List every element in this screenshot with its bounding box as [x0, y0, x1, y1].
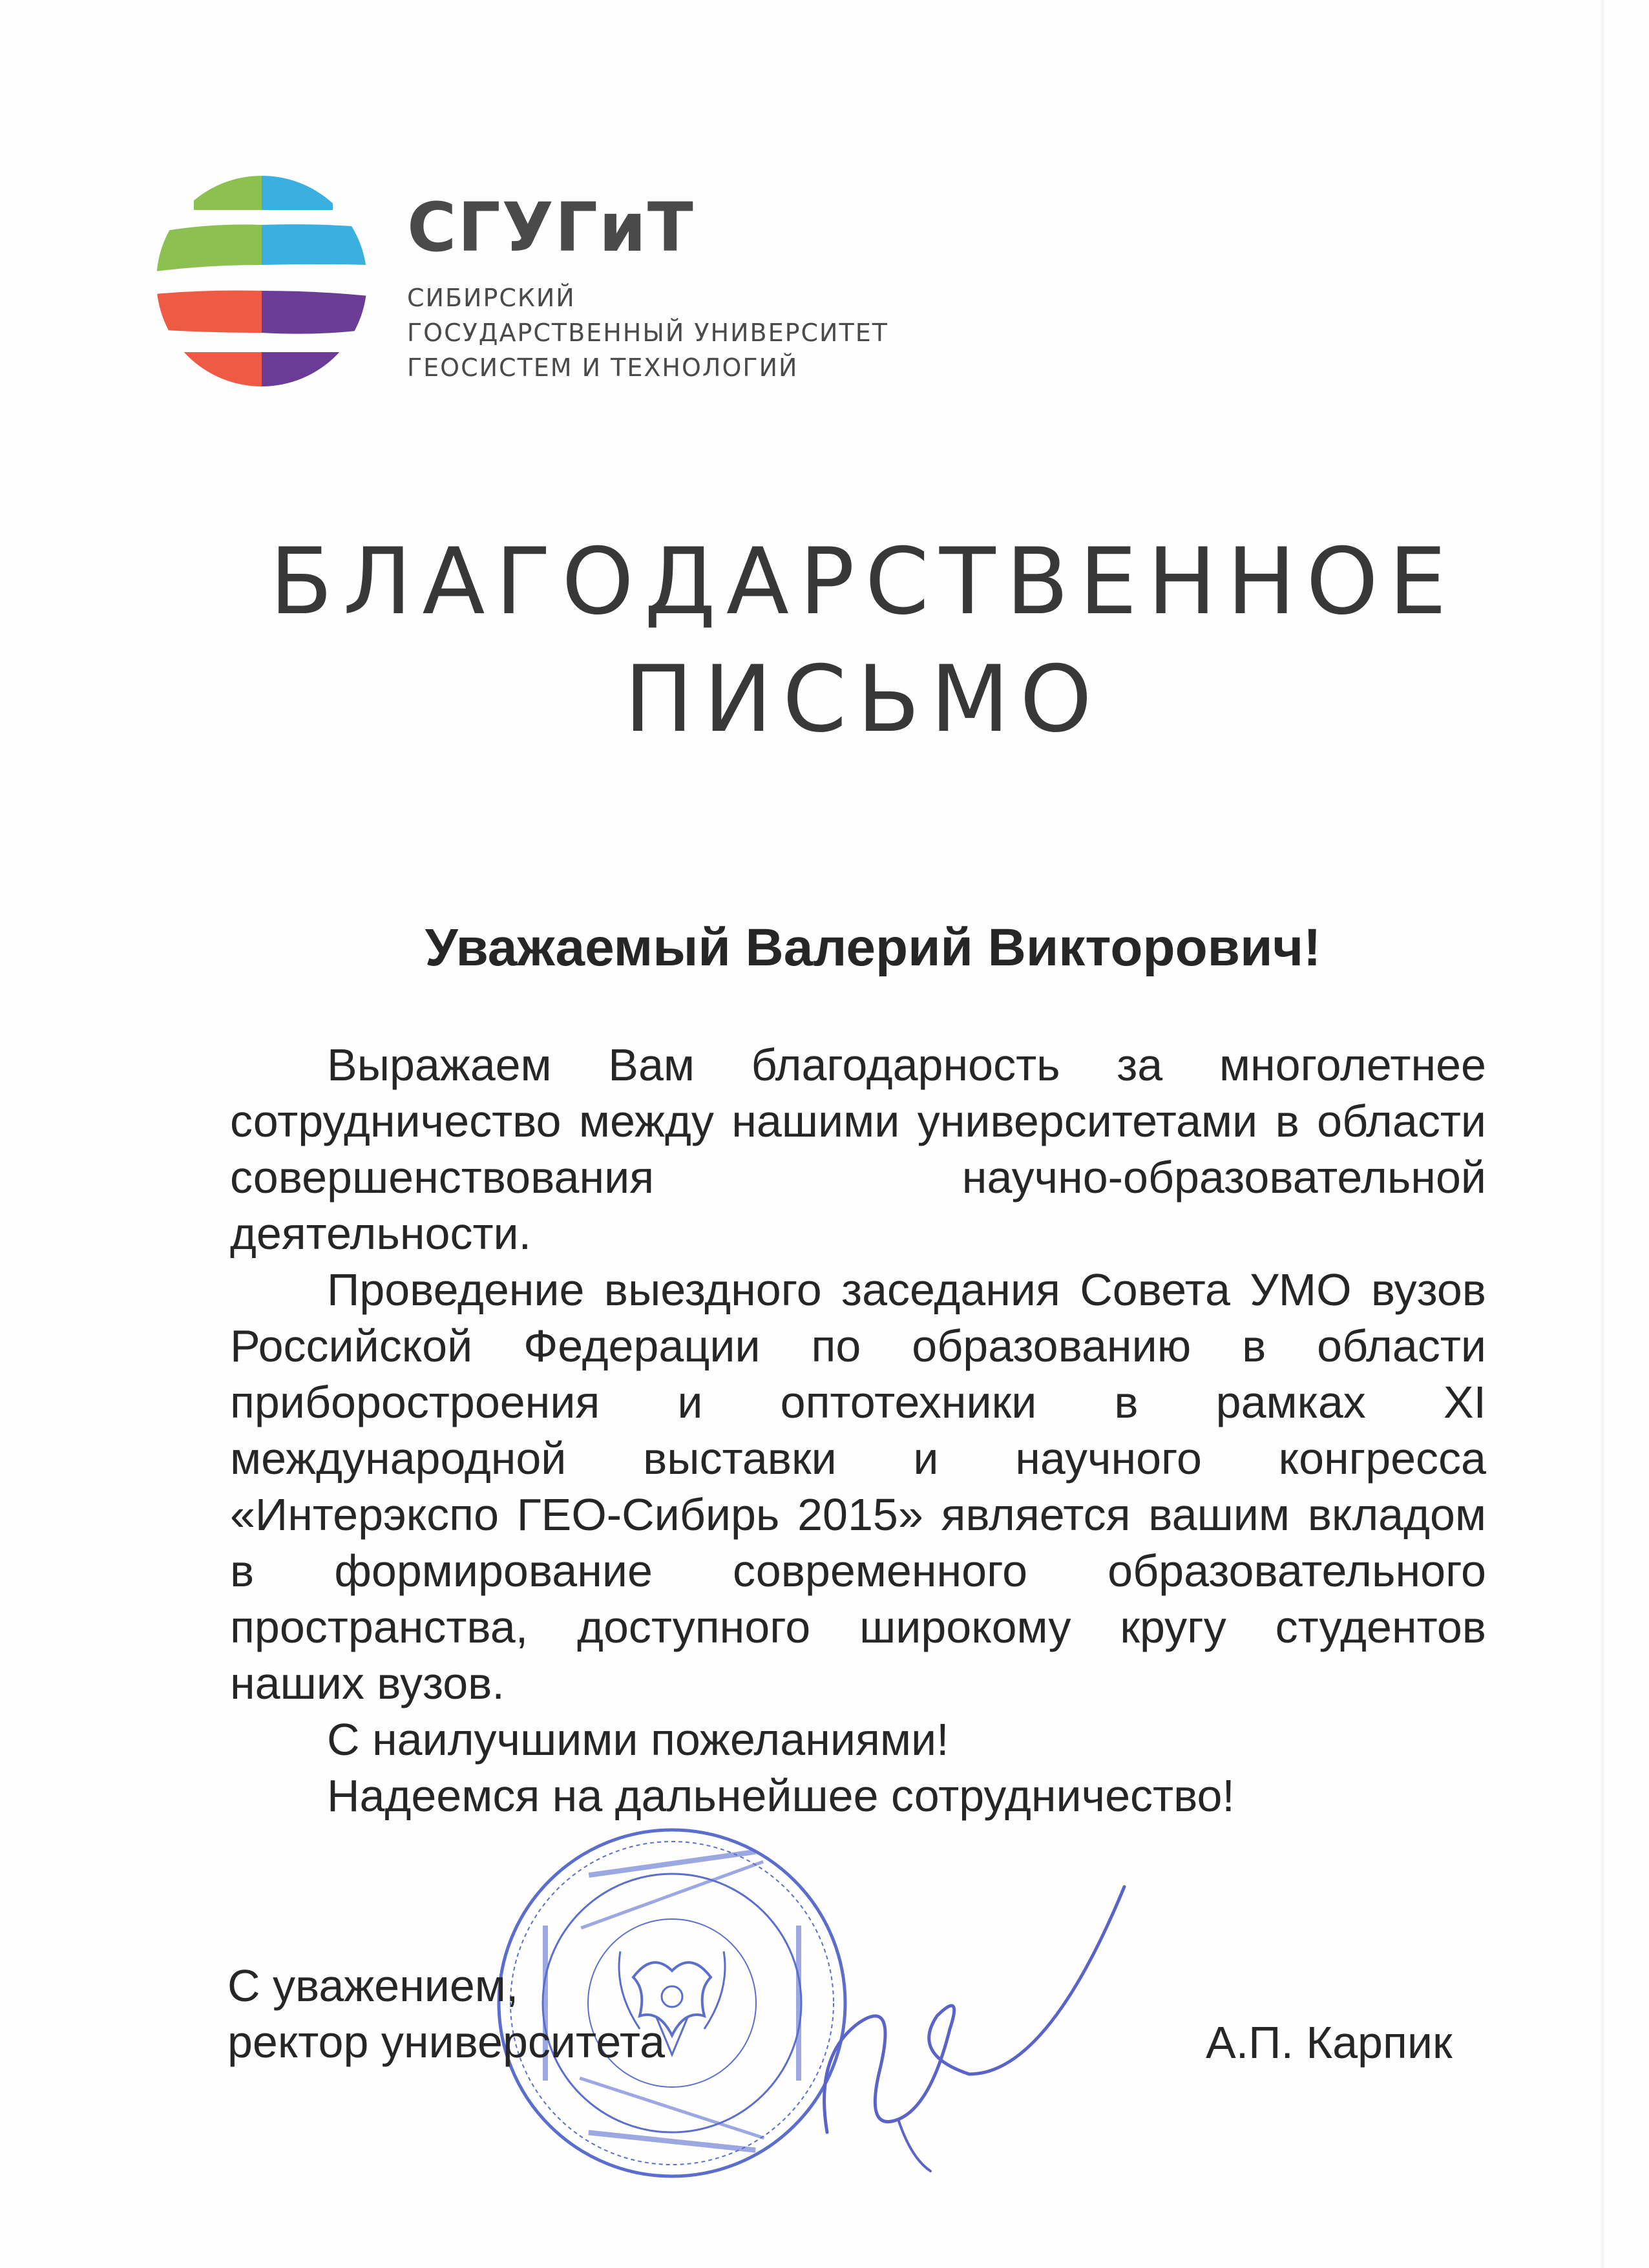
signer-name: А.П. Карпик	[1206, 2017, 1453, 2068]
signature-block	[227, 1958, 665, 2070]
signer-position: ректор университета	[227, 2017, 666, 2067]
brand-line-2: ГОСУДАРСТВЕННЫЙ УНИВЕРСИТЕТ	[407, 319, 888, 347]
letter-body	[230, 1037, 1486, 1824]
university-brand	[407, 188, 888, 385]
greeting: Уважаемый Валерий Викторович!	[425, 918, 1321, 977]
title-line-2: ПИСЬМО	[624, 646, 1102, 753]
brand-line-3: ГЕОСИСТЕМ И ТЕХНОЛОГИЙ	[407, 353, 799, 382]
title-line-1: БЛАГОДАРСТВЕННОЕ	[269, 529, 1457, 635]
regards-text: С уважением,	[227, 1960, 519, 2011]
paragraph-wishes: С наилучшими пожеланиями!	[327, 1714, 949, 1765]
paragraph-gratitude: Выражаем Вам благодарность за многолетнее сотрудничество между нашими университетами в области совершенствования научно-образовательной деятельности.	[230, 1040, 1486, 1259]
university-logo-icon	[155, 174, 368, 388]
paragraph-hope: Надеемся на дальнейшее сотрудничество!	[327, 1770, 1235, 1821]
handwritten-signature-icon	[801, 1861, 1137, 2184]
brand-line-1: СИБИРСКИЙ	[407, 284, 576, 312]
letter-title	[0, 523, 1649, 759]
brand-name: СГУГиТ	[407, 188, 695, 267]
paragraph-meeting: Проведение выездного заседания Совета УМО вузов Российской Федерации по образованию в области приборостроения и оптотехники в рамках XI международной выставки и научного конгресса «Интерэкспо ГЕО-Сибирь 2015» является вашим вкладом в формирование современного образовательного пространства, доступного широкому кругу студентов наших вузов.	[230, 1265, 1486, 1708]
page-edge	[1600, 0, 1604, 2268]
